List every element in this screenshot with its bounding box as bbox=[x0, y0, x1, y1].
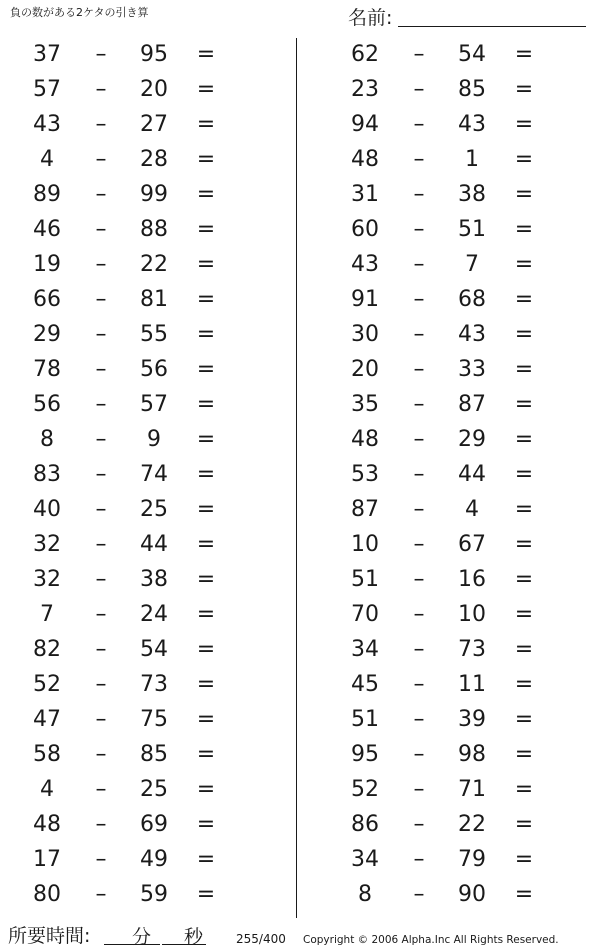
minuend: 53 bbox=[351, 462, 379, 487]
equals-sign: = bbox=[514, 882, 534, 907]
subtrahend: 49 bbox=[140, 847, 168, 872]
minuend: 80 bbox=[33, 882, 61, 907]
minuend: 29 bbox=[33, 322, 61, 347]
minuend: 4 bbox=[40, 777, 54, 802]
minuend: 23 bbox=[351, 77, 379, 102]
minus-sign: – bbox=[95, 392, 107, 417]
problem-column-left bbox=[0, 38, 280, 913]
subtrahend: 55 bbox=[140, 322, 168, 347]
problem-row bbox=[318, 318, 598, 353]
equals-sign: = bbox=[196, 252, 216, 277]
equals-sign: = bbox=[196, 882, 216, 907]
equals-sign: = bbox=[514, 252, 534, 277]
minus-sign: – bbox=[95, 112, 107, 137]
seconds-unit: 秒 bbox=[184, 926, 204, 948]
problem-row bbox=[0, 668, 280, 703]
subtrahend: 71 bbox=[458, 777, 486, 802]
name-field[interactable] bbox=[398, 26, 586, 27]
problem-row bbox=[318, 808, 598, 843]
minuend: 37 bbox=[33, 42, 61, 67]
minus-sign: – bbox=[95, 602, 107, 627]
subtrahend: 29 bbox=[458, 427, 486, 452]
problem-row bbox=[318, 668, 598, 703]
problem-row bbox=[318, 528, 598, 563]
minus-sign: – bbox=[413, 77, 425, 102]
worksheet-title: 負の数がある2ケタの引き算 bbox=[10, 6, 149, 19]
equals-sign: = bbox=[196, 322, 216, 347]
subtrahend: 4 bbox=[465, 497, 479, 522]
minuend: 51 bbox=[351, 567, 379, 592]
equals-sign: = bbox=[196, 42, 216, 67]
minuend: 8 bbox=[40, 427, 54, 452]
subtrahend: 74 bbox=[140, 462, 168, 487]
minus-sign: – bbox=[95, 567, 107, 592]
minus-sign: – bbox=[413, 462, 425, 487]
equals-sign: = bbox=[514, 567, 534, 592]
problem-row bbox=[0, 38, 280, 73]
subtrahend: 39 bbox=[458, 707, 486, 732]
minus-sign: – bbox=[413, 392, 425, 417]
minuend: 32 bbox=[33, 567, 61, 592]
equals-sign: = bbox=[196, 427, 216, 452]
minus-sign: – bbox=[95, 812, 107, 837]
subtrahend: 99 bbox=[140, 182, 168, 207]
problem-row bbox=[318, 38, 598, 73]
minus-sign: – bbox=[95, 287, 107, 312]
subtrahend: 38 bbox=[140, 567, 168, 592]
minuend: 51 bbox=[351, 707, 379, 732]
minuend: 4 bbox=[40, 147, 54, 172]
equals-sign: = bbox=[514, 427, 534, 452]
problem-row bbox=[318, 108, 598, 143]
subtrahend: 20 bbox=[140, 77, 168, 102]
minus-sign: – bbox=[413, 217, 425, 242]
minus-sign: – bbox=[413, 532, 425, 557]
equals-sign: = bbox=[196, 847, 216, 872]
subtrahend: 7 bbox=[465, 252, 479, 277]
problem-row bbox=[0, 423, 280, 458]
problem-row bbox=[0, 248, 280, 283]
minuend: 58 bbox=[33, 742, 61, 767]
problem-row bbox=[0, 353, 280, 388]
minuend: 66 bbox=[33, 287, 61, 312]
minus-sign: – bbox=[95, 42, 107, 67]
minuend: 34 bbox=[351, 637, 379, 662]
subtrahend: 44 bbox=[140, 532, 168, 557]
subtrahend: 54 bbox=[458, 42, 486, 67]
problem-row bbox=[318, 703, 598, 738]
problem-row bbox=[318, 843, 598, 878]
time-required-label: 所要時間: bbox=[8, 925, 91, 947]
problem-row bbox=[318, 493, 598, 528]
minutes-unit: 分 bbox=[132, 926, 152, 948]
problem-row bbox=[0, 563, 280, 598]
equals-sign: = bbox=[514, 112, 534, 137]
minus-sign: – bbox=[413, 602, 425, 627]
problem-row bbox=[0, 283, 280, 318]
minus-sign: – bbox=[95, 742, 107, 767]
subtrahend: 75 bbox=[140, 707, 168, 732]
subtrahend: 73 bbox=[458, 637, 486, 662]
minuend: 47 bbox=[33, 707, 61, 732]
subtrahend: 51 bbox=[458, 217, 486, 242]
equals-sign: = bbox=[514, 77, 534, 102]
problem-row bbox=[0, 738, 280, 773]
equals-sign: = bbox=[196, 637, 216, 662]
minus-sign: – bbox=[413, 42, 425, 67]
equals-sign: = bbox=[514, 147, 534, 172]
equals-sign: = bbox=[514, 672, 534, 697]
minus-sign: – bbox=[413, 322, 425, 347]
minuend: 48 bbox=[33, 812, 61, 837]
minuend: 43 bbox=[33, 112, 61, 137]
equals-sign: = bbox=[514, 602, 534, 627]
equals-sign: = bbox=[514, 812, 534, 837]
equals-sign: = bbox=[514, 497, 534, 522]
equals-sign: = bbox=[514, 217, 534, 242]
problem-row bbox=[318, 878, 598, 913]
equals-sign: = bbox=[196, 777, 216, 802]
minus-sign: – bbox=[413, 147, 425, 172]
equals-sign: = bbox=[196, 602, 216, 627]
subtrahend: 16 bbox=[458, 567, 486, 592]
problem-row bbox=[0, 843, 280, 878]
subtrahend: 88 bbox=[140, 217, 168, 242]
equals-sign: = bbox=[196, 567, 216, 592]
equals-sign: = bbox=[196, 217, 216, 242]
equals-sign: = bbox=[514, 287, 534, 312]
subtrahend: 85 bbox=[458, 77, 486, 102]
equals-sign: = bbox=[514, 707, 534, 732]
minus-sign: – bbox=[413, 742, 425, 767]
subtrahend: 22 bbox=[140, 252, 168, 277]
problem-row bbox=[318, 143, 598, 178]
minuend: 20 bbox=[351, 357, 379, 382]
subtrahend: 79 bbox=[458, 847, 486, 872]
minus-sign: – bbox=[95, 182, 107, 207]
problem-row bbox=[318, 283, 598, 318]
minuend: 91 bbox=[351, 287, 379, 312]
minus-sign: – bbox=[413, 847, 425, 872]
minuend: 89 bbox=[33, 182, 61, 207]
problem-row bbox=[0, 598, 280, 633]
minus-sign: – bbox=[95, 672, 107, 697]
equals-sign: = bbox=[514, 532, 534, 557]
equals-sign: = bbox=[514, 462, 534, 487]
minus-sign: – bbox=[95, 357, 107, 382]
minuend: 87 bbox=[351, 497, 379, 522]
problem-row bbox=[318, 773, 598, 808]
subtrahend: 25 bbox=[140, 777, 168, 802]
minus-sign: – bbox=[95, 882, 107, 907]
minus-sign: – bbox=[95, 217, 107, 242]
minus-sign: – bbox=[95, 847, 107, 872]
equals-sign: = bbox=[196, 357, 216, 382]
minuend: 19 bbox=[33, 252, 61, 277]
subtrahend: 43 bbox=[458, 112, 486, 137]
subtrahend: 98 bbox=[458, 742, 486, 767]
subtrahend: 25 bbox=[140, 497, 168, 522]
minus-sign: – bbox=[413, 777, 425, 802]
problem-row bbox=[0, 633, 280, 668]
minus-sign: – bbox=[95, 147, 107, 172]
subtrahend: 38 bbox=[458, 182, 486, 207]
equals-sign: = bbox=[196, 532, 216, 557]
minus-sign: – bbox=[95, 427, 107, 452]
minus-sign: – bbox=[95, 322, 107, 347]
page-count: 255/400 bbox=[236, 932, 286, 946]
subtrahend: 81 bbox=[140, 287, 168, 312]
minuend: 30 bbox=[351, 322, 379, 347]
minus-sign: – bbox=[413, 707, 425, 732]
problem-row bbox=[0, 73, 280, 108]
subtrahend: 56 bbox=[140, 357, 168, 382]
problem-row bbox=[318, 213, 598, 248]
problem-row bbox=[0, 388, 280, 423]
minus-sign: – bbox=[413, 672, 425, 697]
minuend: 52 bbox=[351, 777, 379, 802]
minuend: 95 bbox=[351, 742, 379, 767]
minuend: 70 bbox=[351, 602, 379, 627]
problem-row bbox=[318, 598, 598, 633]
minuend: 10 bbox=[351, 532, 379, 557]
minus-sign: – bbox=[413, 812, 425, 837]
equals-sign: = bbox=[196, 147, 216, 172]
equals-sign: = bbox=[514, 637, 534, 662]
minus-sign: – bbox=[413, 287, 425, 312]
minuend: 7 bbox=[40, 602, 54, 627]
minus-sign: – bbox=[413, 637, 425, 662]
equals-sign: = bbox=[514, 392, 534, 417]
column-divider bbox=[296, 38, 297, 918]
subtrahend: 11 bbox=[458, 672, 486, 697]
subtrahend: 87 bbox=[458, 392, 486, 417]
equals-sign: = bbox=[196, 112, 216, 137]
problem-row bbox=[318, 388, 598, 423]
problem-row bbox=[0, 213, 280, 248]
minuend: 82 bbox=[33, 637, 61, 662]
problem-row bbox=[0, 808, 280, 843]
problem-row bbox=[318, 458, 598, 493]
minuend: 45 bbox=[351, 672, 379, 697]
minuend: 94 bbox=[351, 112, 379, 137]
subtrahend: 95 bbox=[140, 42, 168, 67]
subtrahend: 90 bbox=[458, 882, 486, 907]
subtrahend: 9 bbox=[147, 427, 161, 452]
equals-sign: = bbox=[196, 812, 216, 837]
copyright-notice: Copyright © 2006 Alpha.Inc All Rights Reserved. bbox=[303, 934, 559, 946]
subtrahend: 27 bbox=[140, 112, 168, 137]
problem-row bbox=[318, 563, 598, 598]
problem-row bbox=[318, 353, 598, 388]
subtrahend: 22 bbox=[458, 812, 486, 837]
problem-row bbox=[0, 878, 280, 913]
problem-row bbox=[0, 143, 280, 178]
minuend: 48 bbox=[351, 147, 379, 172]
subtrahend: 73 bbox=[140, 672, 168, 697]
problem-row bbox=[0, 528, 280, 563]
subtrahend: 44 bbox=[458, 462, 486, 487]
minuend: 56 bbox=[33, 392, 61, 417]
equals-sign: = bbox=[196, 672, 216, 697]
equals-sign: = bbox=[514, 777, 534, 802]
minuend: 48 bbox=[351, 427, 379, 452]
minus-sign: – bbox=[413, 252, 425, 277]
minus-sign: – bbox=[413, 882, 425, 907]
minus-sign: – bbox=[95, 497, 107, 522]
problem-row bbox=[318, 248, 598, 283]
minuend: 62 bbox=[351, 42, 379, 67]
minuend: 17 bbox=[33, 847, 61, 872]
minus-sign: – bbox=[413, 497, 425, 522]
minus-sign: – bbox=[95, 777, 107, 802]
problem-row bbox=[318, 73, 598, 108]
equals-sign: = bbox=[196, 287, 216, 312]
minuend: 35 bbox=[351, 392, 379, 417]
minuend: 8 bbox=[358, 882, 372, 907]
subtrahend: 24 bbox=[140, 602, 168, 627]
subtrahend: 69 bbox=[140, 812, 168, 837]
minuend: 60 bbox=[351, 217, 379, 242]
minus-sign: – bbox=[413, 182, 425, 207]
problem-column-right bbox=[318, 38, 598, 913]
equals-sign: = bbox=[196, 392, 216, 417]
equals-sign: = bbox=[196, 182, 216, 207]
minuend: 34 bbox=[351, 847, 379, 872]
minus-sign: – bbox=[413, 357, 425, 382]
subtrahend: 67 bbox=[458, 532, 486, 557]
problem-row bbox=[0, 108, 280, 143]
minus-sign: – bbox=[413, 567, 425, 592]
equals-sign: = bbox=[196, 77, 216, 102]
equals-sign: = bbox=[196, 707, 216, 732]
minuend: 32 bbox=[33, 532, 61, 557]
minus-sign: – bbox=[413, 112, 425, 137]
minuend: 52 bbox=[33, 672, 61, 697]
subtrahend: 59 bbox=[140, 882, 168, 907]
equals-sign: = bbox=[196, 742, 216, 767]
subtrahend: 28 bbox=[140, 147, 168, 172]
minus-sign: – bbox=[95, 532, 107, 557]
equals-sign: = bbox=[514, 742, 534, 767]
equals-sign: = bbox=[514, 322, 534, 347]
minuend: 86 bbox=[351, 812, 379, 837]
subtrahend: 33 bbox=[458, 357, 486, 382]
problem-row bbox=[318, 423, 598, 458]
problem-row bbox=[0, 458, 280, 493]
problem-row bbox=[0, 318, 280, 353]
equals-sign: = bbox=[196, 497, 216, 522]
minus-sign: – bbox=[95, 707, 107, 732]
minus-sign: – bbox=[95, 77, 107, 102]
problem-row bbox=[318, 738, 598, 773]
name-label: 名前: bbox=[348, 7, 393, 29]
subtrahend: 10 bbox=[458, 602, 486, 627]
equals-sign: = bbox=[514, 182, 534, 207]
subtrahend: 85 bbox=[140, 742, 168, 767]
minuend: 46 bbox=[33, 217, 61, 242]
minuend: 40 bbox=[33, 497, 61, 522]
problem-row bbox=[0, 178, 280, 213]
equals-sign: = bbox=[514, 42, 534, 67]
problem-row bbox=[318, 633, 598, 668]
minus-sign: – bbox=[413, 427, 425, 452]
minuend: 83 bbox=[33, 462, 61, 487]
subtrahend: 54 bbox=[140, 637, 168, 662]
problem-row bbox=[0, 493, 280, 528]
problem-row bbox=[0, 703, 280, 738]
subtrahend: 43 bbox=[458, 322, 486, 347]
subtrahend: 68 bbox=[458, 287, 486, 312]
minuend: 31 bbox=[351, 182, 379, 207]
minus-sign: – bbox=[95, 462, 107, 487]
subtrahend: 57 bbox=[140, 392, 168, 417]
subtrahend: 1 bbox=[465, 147, 479, 172]
equals-sign: = bbox=[514, 357, 534, 382]
minuend: 43 bbox=[351, 252, 379, 277]
problem-row bbox=[0, 773, 280, 808]
problem-row bbox=[318, 178, 598, 213]
minuend: 78 bbox=[33, 357, 61, 382]
equals-sign: = bbox=[514, 847, 534, 872]
minuend: 57 bbox=[33, 77, 61, 102]
minus-sign: – bbox=[95, 637, 107, 662]
equals-sign: = bbox=[196, 462, 216, 487]
minus-sign: – bbox=[95, 252, 107, 277]
